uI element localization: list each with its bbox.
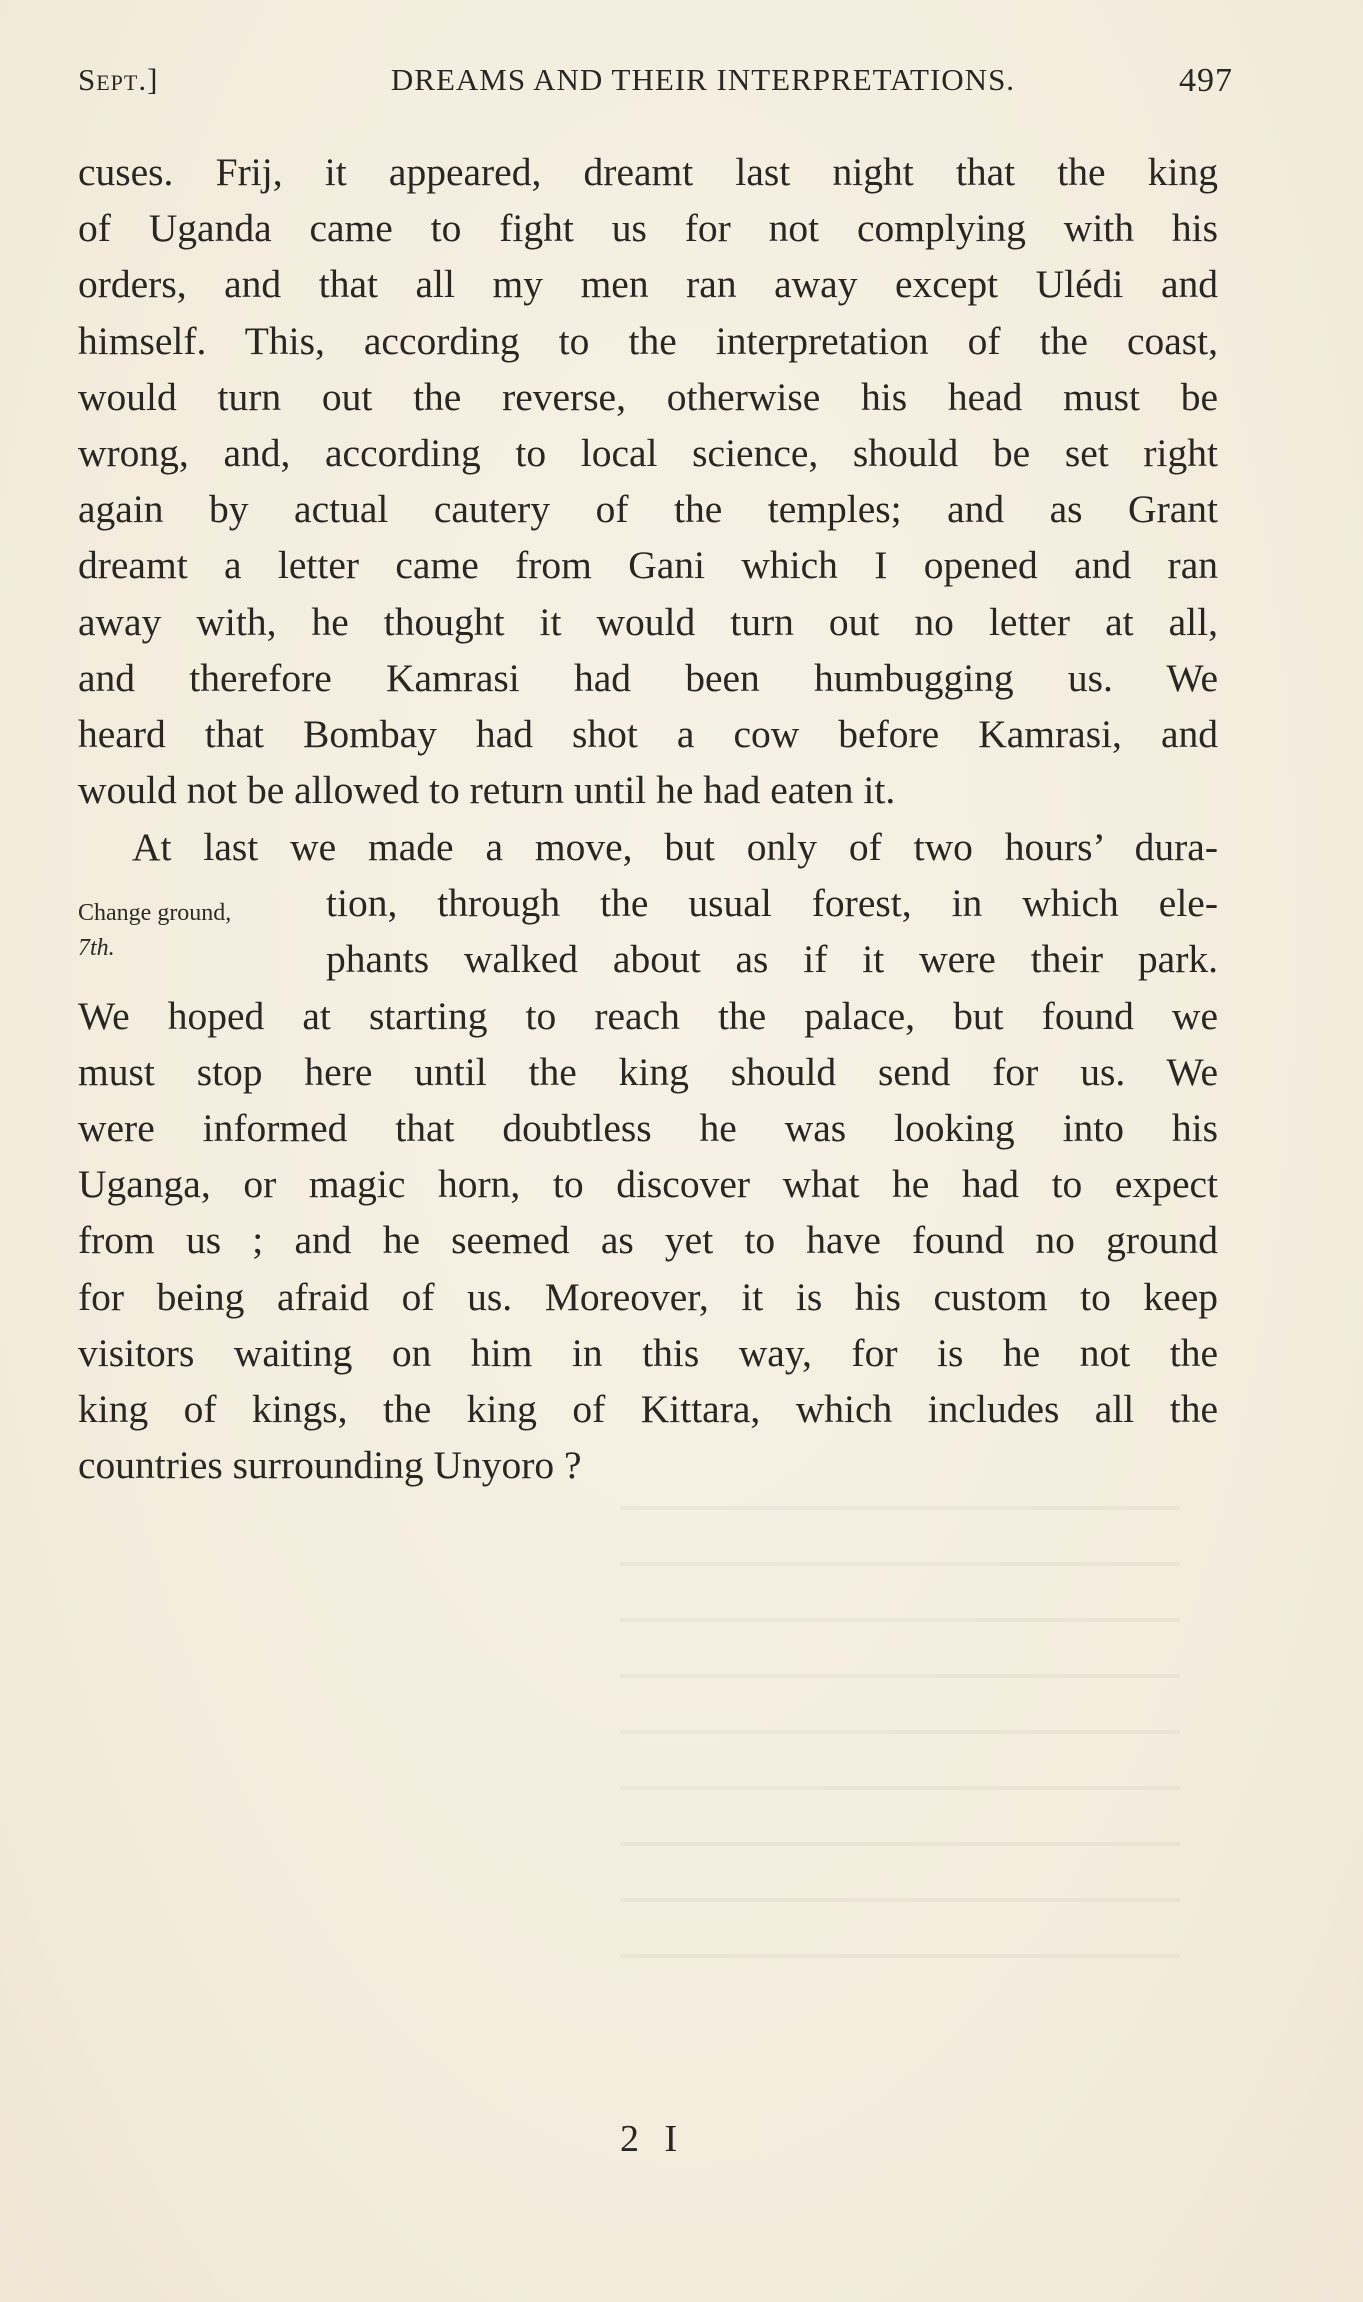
text-line: countries surrounding Unyoro ? [78,1443,582,1488]
text-line: visitors waiting on him in this way, for is he not the [78,1330,1218,1375]
text-line: were informed that doubtless he was looking into his [78,1105,1218,1150]
text-line: must stop here until the king should send for us. We [78,1049,1218,1094]
text-line: himself. This, according to the interpretation of the coast, [78,318,1218,363]
text-line: Uganga, or magic horn, to discover what he had to expect [78,1162,1218,1207]
text-line: again by actual cautery of the temples; and as Grant [78,487,1218,532]
header-title: DREAMS AND THEIR INTERPRETATIONS. [390,62,1016,97]
paragraph-2 [78,819,1218,1493]
text-line: tion, through the usual forest, in which ele- [326,881,1218,926]
text-line: We hoped at starting to reach the palace, but found we [78,993,1218,1038]
text-line: would turn out the reverse, otherwise his head must be [78,374,1218,419]
text-line: orders, and that all my men ran away except Ulédi and [78,262,1218,307]
text-line: would not be allowed to return until he had eaten it. [78,768,896,813]
running-header [78,62,1233,108]
signature-mark: 2 I [620,2118,686,2160]
text-line: for being afraid of us. Moreover, it is his custom to keep [78,1274,1218,1319]
text-line: cuses. Frij, it appeared, dreamt last night that the king [78,150,1218,194]
margin-note-date: 7th. [78,935,115,961]
header-month: Sept.] [78,62,159,97]
text-line: and therefore Kamrasi had been humbugging us. We [78,655,1218,700]
text-line: wrong, and, according to local science, should be set right [78,430,1218,475]
text-line: heard that Bombay had shot a cow before Kamrasi, and [78,711,1218,756]
text-line: away with, he thought it would turn out no letter at all, [78,599,1218,644]
text-line: from us ; and he seemed as yet to have found no ground [78,1218,1218,1263]
text-line: of Uganda came to fight us for not complying with his [78,206,1218,251]
text-line: At last we made a move, but only of two hours’ dura- [132,825,1218,869]
text-line: king of kings, the king of Kittara, which includes all the [78,1386,1218,1431]
text-line: phants walked about as if it were their park. [326,937,1218,982]
paragraph-1 [78,144,1218,818]
text-line: dreamt a letter came from Gani which I opened and ran [78,543,1218,588]
margin-note: Change ground, [78,900,232,926]
page-number: 497 [1179,62,1233,99]
bleed-through-texture [620,1470,1180,1970]
